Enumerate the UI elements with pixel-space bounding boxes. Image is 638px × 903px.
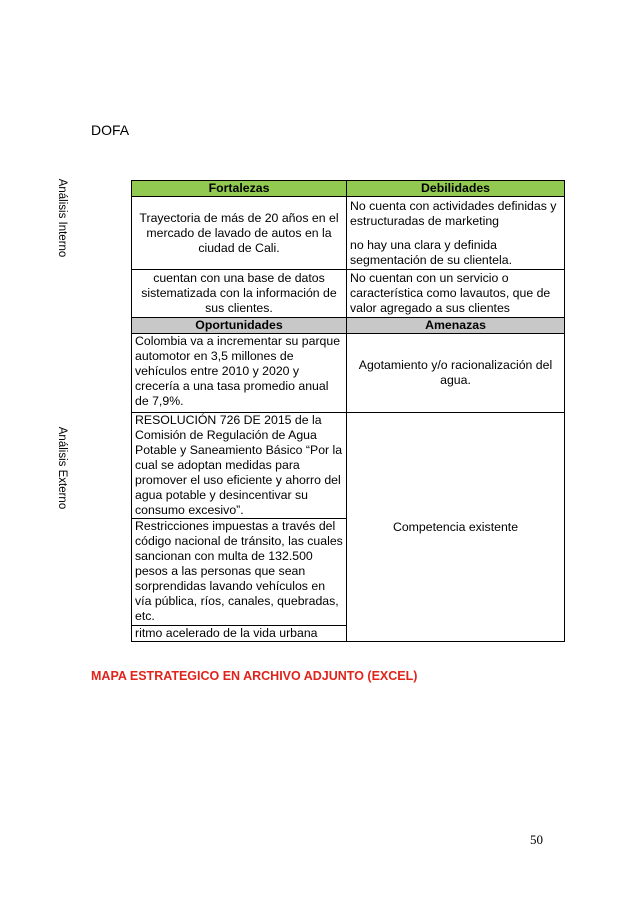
side-label-internal: Análisis Interno xyxy=(56,178,68,258)
oportunidad-cell: ritmo acelerado de la vida urbana xyxy=(132,626,347,642)
oportunidad-cell: Restricciones impuestas a través del código nacional de tránsito, las cuales sancionan con multa de 132.500 pesos a las personas que sean sorprendidas lavando vehículos en vía pública, ríos, canales, quebradas, etc. xyxy=(132,519,347,626)
dofa-table xyxy=(131,180,565,642)
debilidad-text: no hay una clara y definida segmentación de su clientela. xyxy=(350,238,513,267)
amenaza-cell: Agotamiento y/o racionalización del agua. xyxy=(347,334,565,413)
debilidad-text: No cuenta con actividades definidas y estructuradas de marketing xyxy=(350,199,557,228)
header-debilidades: Debilidades xyxy=(347,181,565,197)
fortaleza-cell: Trayectoria de más de 20 años en el mercado de lavado de autos en la ciudad de Cali. xyxy=(132,197,347,270)
header-fortalezas: Fortalezas xyxy=(132,181,347,197)
oportunidad-cell: Colombia va a incrementar su parque automotor en 3,5 millones de vehículos entre 2010 y 2020 y crecería a una tasa promedio anual de 7,9%. xyxy=(132,334,347,413)
header-oportunidades: Oportunidades xyxy=(132,318,347,334)
header-amenazas: Amenazas xyxy=(347,318,565,334)
amenaza-cell: Competencia existente xyxy=(347,413,565,642)
document-title: DOFA xyxy=(91,122,130,138)
fortaleza-cell: cuentan con una base de datos sistematizada con la información de sus clientes. xyxy=(132,270,347,318)
page-number: 50 xyxy=(530,832,543,847)
excel-note: MAPA ESTRATEGICO EN ARCHIVO ADJUNTO (EXCEL) xyxy=(91,669,418,683)
debilidad-cell: No cuentan con un servicio o característica como lavautos, que de valor agregado a sus clientes xyxy=(347,270,565,318)
debilidad-cell xyxy=(347,197,565,270)
side-label-external: Análisis Externo xyxy=(56,426,68,510)
oportunidad-cell: RESOLUCIÓN 726 DE 2015 de la Comisión de Regulación de Agua Potable y Saneamiento Básico “Por la cual se adoptan medidas para promover el uso eficiente y ahorro del agua potable y desincentivar su consumo excesivo”. xyxy=(132,413,347,519)
